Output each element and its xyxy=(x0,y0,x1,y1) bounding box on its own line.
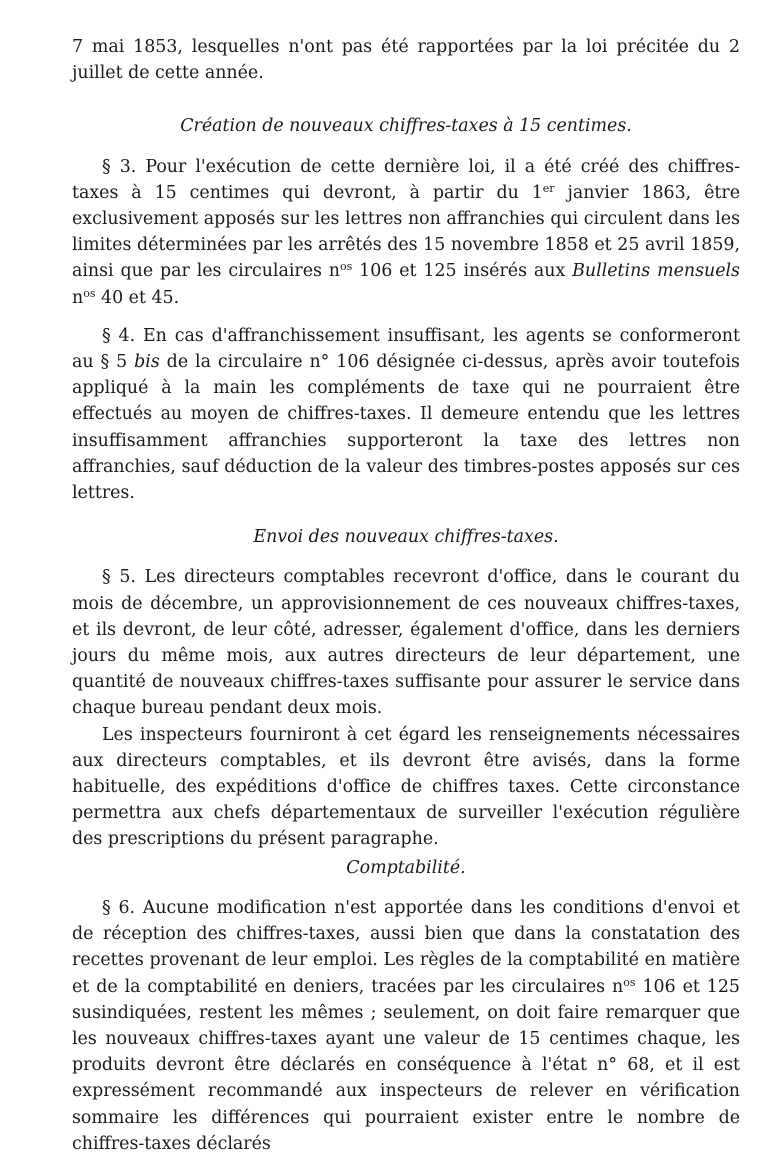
section-heading-comptabilite: Comptabilité. xyxy=(346,857,466,878)
paragraph-continuation: 7 mai 1853, lesquelles n'ont pas été rapportées par la loi précitée du 2 juillet de cette année. xyxy=(72,37,740,84)
section-heading-envoi: Envoi des nouveaux chiffres-taxes. xyxy=(253,527,559,548)
paragraph-6: § 6. Aucune modification n'est apportée dans les conditions d'envoi et de réception des chiffres-taxes, aussi bien que dans la constatation des recettes provenant de leur emploi. Les règles de la comptabilité en matière et de la comptabilité en deniers, tracées par les circulaires $n^{os}$ 106 et 125 susindiquées, restent les mêmes ; seulement, on doit faire remarquer que les nouveaux chiffres-taxes ayant une valeur de 15 centimes chaque, les produits devront être déclarés en conséquence à l'état n° 68, et il est expressément recommandé aux inspecteurs de relever en vérification sommaire les différences qui pourraient exister entre le nombre de chiffres-taxes déclarés xyxy=(72,897,740,1154)
paragraph-5: § 5. Les directeurs comptables recevront d'office, dans le courant du mois de décembre, un approvisionnement de ces nouveaux chiffres-taxes, et ils devront, de leur côté, adresser, également d'office, dans les derniers jours du même mois, aux autres directeurs de leur département, une quantité de nouveaux chiffres-taxes suffisante pour assurer le service dans chaque bureau pendant deux mois. xyxy=(72,567,740,719)
section-heading-creation: Création de nouveaux chiffres-taxes à 15 centimes. xyxy=(180,116,632,137)
paragraph-4: § 4. En cas d'affranchissement insuffisant, les agents se conformeront au § 5 bis de la circulaire n° 106 désignée ci-dessus, après avoir toutefois appliqué à la main les compléments de taxe qui ne pourraient être effectués au moyen de chiffres-taxes. Il demeure entendu que les lettres insuffisamment affranchies supporteront la taxe des lettres non affranchies, sauf déduction de la valeur des timbres-postes apposés sur ces lettres. xyxy=(72,325,740,504)
paragraph-3: § 3. Pour l'exécution de cette dernière loi, il a été créé des chiffres-taxes à 15 centimes qui devront, à partir du 1er janvier 1863, être exclusivement apposés sur les lettres non affranchies qui circulent dans les limites déterminées par les arrêtés des 15 novembre 1858 et 25 avril 1859, ainsi que par les circulaires $n^{os}$ 106 et 125 insérés aux Bulletins mensuels $n^{os}$ 40 et 45. xyxy=(72,156,740,308)
paragraph-5-continued: Les inspecteurs fourniront à cet égard les renseignements nécessaires aux directeurs comptables, et ils devront être avisés, dans la forme habituelle, des expéditions d'office de chiffres taxes. Cette circonstance permettra aux chefs départementaux de surveiller l'exécution régulière des prescriptions du présent paragraphe. xyxy=(72,724,740,850)
